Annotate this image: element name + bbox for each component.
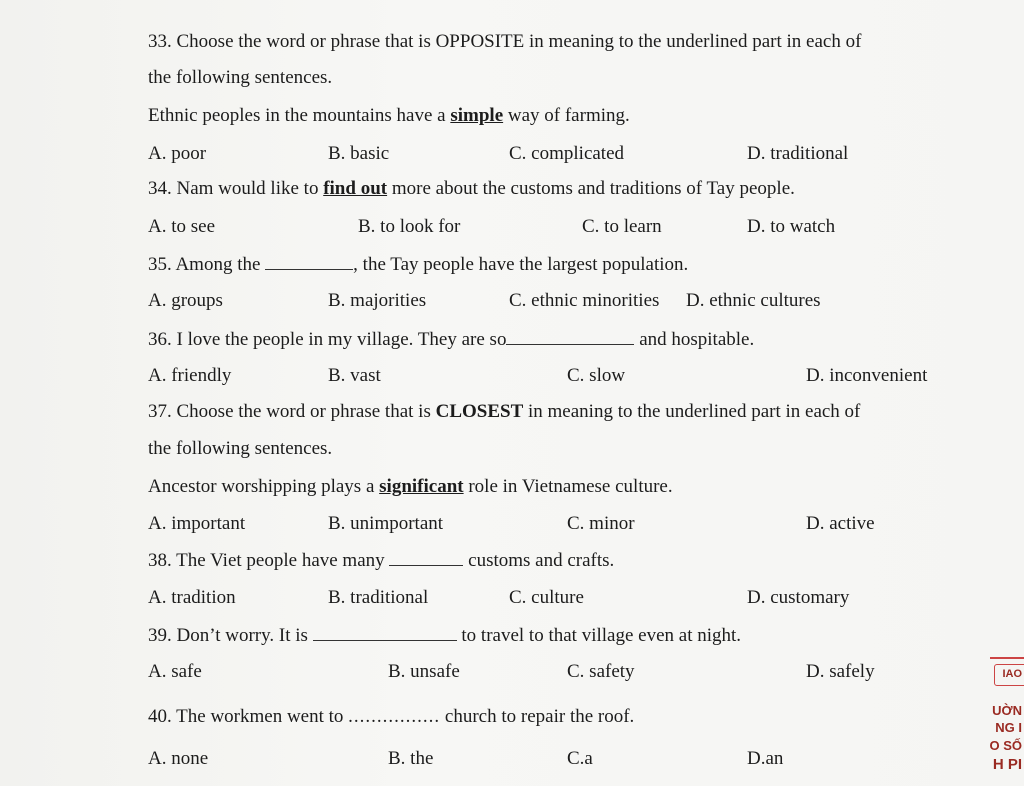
q38-sentence: 38. The Viet people have many customs and crafts. xyxy=(148,550,615,571)
edge-decoration-bar xyxy=(990,657,1024,659)
q35-option-a[interactable]: A. groups xyxy=(148,290,223,311)
q36-option-c[interactable]: C. slow xyxy=(567,365,626,386)
q36-blank[interactable] xyxy=(506,328,634,345)
edge-text-5: H PI xyxy=(992,756,1022,773)
q36-sentence: 36. I love the people in my village. They are so and hospitable. xyxy=(148,329,755,350)
q36-option-a[interactable]: A. friendly xyxy=(148,365,232,386)
q39-option-a[interactable]: A. safe xyxy=(148,661,202,682)
q33-option-a[interactable]: A. poor xyxy=(148,143,207,164)
q33-sentence: Ethnic peoples in the mountains have a simple way of farming. xyxy=(148,105,630,126)
q34-option-a[interactable]: A. to see xyxy=(148,216,216,237)
q39-option-b[interactable]: B. unsafe xyxy=(388,661,460,682)
q38-option-a[interactable]: A. tradition xyxy=(148,587,236,608)
q33-instruction-line2: the following sentences. xyxy=(148,67,333,88)
q40-option-a[interactable]: A. none xyxy=(148,748,209,769)
q37-instruction-line1: 37. Choose the word or phrase that is CLOSEST in meaning to the underlined part in each of xyxy=(148,401,861,422)
q34-option-b[interactable]: B. to look for xyxy=(358,216,461,237)
edge-text-1: IAO xyxy=(1002,668,1022,680)
q34-option-d[interactable]: D. to watch xyxy=(747,216,836,237)
q39-sentence: 39. Don’t worry. It is to travel to that village even at night. xyxy=(148,625,742,646)
q37-sentence: Ancestor worshipping plays a significant role in Vietnamese culture. xyxy=(148,476,673,497)
q40-option-b[interactable]: B. the xyxy=(388,748,434,769)
q33-instruction-line1: 33. Choose the word or phrase that is OPPOSITE in meaning to the underlined part in each of xyxy=(148,31,862,52)
q36-option-b[interactable]: B. vast xyxy=(328,365,381,386)
q35-sentence: 35. Among the , the Tay people have the largest population. xyxy=(148,254,689,275)
q35-option-d[interactable]: D. ethnic cultures xyxy=(686,290,821,311)
q34-sentence: 34. Nam would like to find out more about the customs and traditions of Tay people. xyxy=(148,178,795,199)
q33-option-c[interactable]: C. complicated xyxy=(509,143,625,164)
q39-option-d[interactable]: D. safely xyxy=(806,661,875,682)
edge-text-2: UỜN xyxy=(992,703,1022,718)
q37-option-b[interactable]: B. unimportant xyxy=(328,513,444,534)
q38-option-d[interactable]: D. customary xyxy=(747,587,850,608)
q37-option-a[interactable]: A. important xyxy=(148,513,246,534)
q39-option-c[interactable]: C. safety xyxy=(567,661,635,682)
q35-option-c[interactable]: C. ethnic minorities xyxy=(509,290,660,311)
q38-option-b[interactable]: B. traditional xyxy=(328,587,429,608)
q37-option-c[interactable]: C. minor xyxy=(567,513,635,534)
q37-underlined-word: significant xyxy=(379,476,464,497)
q34-underlined-phrase: find out xyxy=(323,178,388,199)
edge-text-3: NG I xyxy=(995,720,1022,735)
q37-keyword: CLOSEST xyxy=(435,401,524,422)
q40-sentence: 40. The workmen went to ................ church to repair the roof. xyxy=(148,706,635,727)
q39-blank[interactable] xyxy=(313,624,457,641)
q33-option-d[interactable]: D. traditional xyxy=(747,143,849,164)
q37-instruction-line2: the following sentences. xyxy=(148,438,333,459)
q33-underlined-word: simple xyxy=(450,105,504,126)
q38-option-c[interactable]: C. culture xyxy=(509,587,584,608)
edge-text-4: O SỐ xyxy=(989,738,1022,753)
q36-option-d[interactable]: D. inconvenient xyxy=(806,365,928,386)
q40-option-c[interactable]: C.a xyxy=(567,748,593,769)
q34-option-c[interactable]: C. to learn xyxy=(582,216,662,237)
q40-blank[interactable]: ................ xyxy=(348,706,441,727)
q40-option-d[interactable]: D.an xyxy=(747,748,784,769)
q35-blank[interactable] xyxy=(265,253,353,270)
q35-option-b[interactable]: B. majorities xyxy=(328,290,427,311)
q37-option-d[interactable]: D. active xyxy=(806,513,875,534)
q38-blank[interactable] xyxy=(389,549,463,566)
q33-option-b[interactable]: B. basic xyxy=(328,143,390,164)
